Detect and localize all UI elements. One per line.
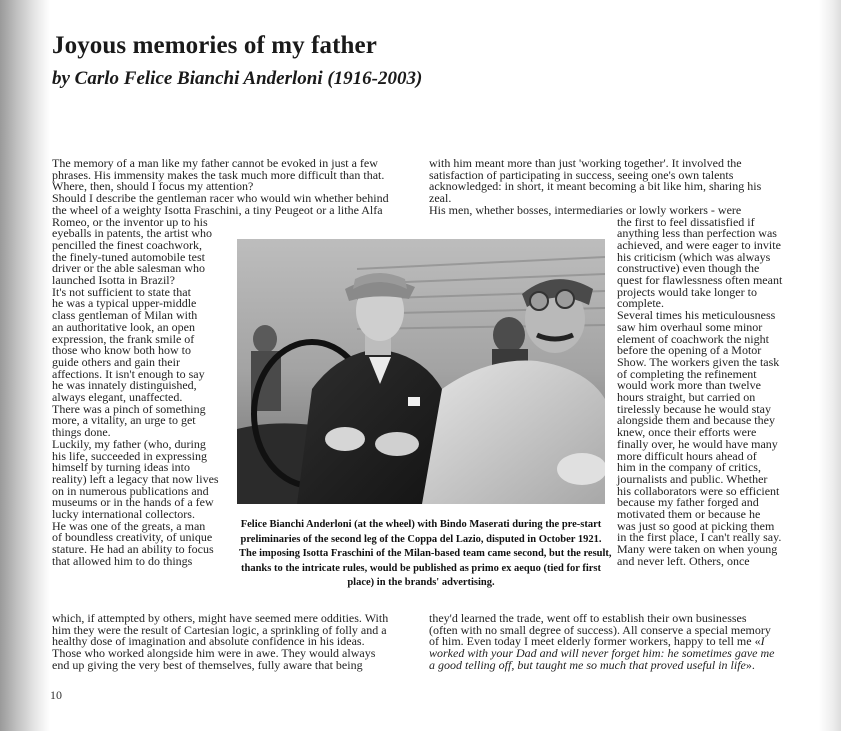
page-edge-shadow xyxy=(819,0,841,731)
body-text-line: satisfaction of participating in success, seeing one's own talents xyxy=(429,167,734,182)
body-text-line: saw him overhaul some minor xyxy=(617,319,763,334)
body-text-line: Romeo, or the inventor up to his xyxy=(52,214,208,229)
quote-italic-text: a good telling off, but taught me so much that proved useful in life xyxy=(429,657,746,672)
body-text-line: Show. The workers given the task xyxy=(617,354,780,369)
body-text-line: Should I describe the gentleman racer who would win whether behind xyxy=(52,191,389,206)
body-text-line: projects would take longer to xyxy=(617,284,757,299)
body-text-line: finally over, he would have many xyxy=(617,436,778,451)
body-text-line: launched Isotta in Brazil? xyxy=(52,273,175,287)
body-text-line: Luckily, my father (who, during xyxy=(52,436,206,451)
body-text-line: expression, the frank smile of xyxy=(52,331,195,346)
body-text-line: himself by turning ideas into xyxy=(52,460,190,475)
body-text-line: reality) left a legacy that now lives xyxy=(52,471,219,486)
body-text-line: him they were the result of Cartesian logic, a sprinkling of folly and a xyxy=(52,622,387,637)
photo-illustration xyxy=(237,239,605,504)
body-text-line: his collaborators were so efficient xyxy=(617,483,780,498)
quote-italic-line xyxy=(429,659,755,671)
body-text-line: healthy dose of imagination and absolute confidence in his ideas. xyxy=(52,634,365,649)
body-text-line: alongside them and because they xyxy=(617,413,775,428)
body-text-line: of completing the refinement xyxy=(617,366,757,381)
body-text-line: anything less than perfection was xyxy=(617,226,777,241)
body-text-line: on in numerous publications and xyxy=(52,483,209,498)
body-text-line: more difficult hours ahead of xyxy=(617,448,757,463)
body-text-line: an authoritative look, an open xyxy=(52,319,195,334)
body-text-line: he was a typical upper-middle xyxy=(52,296,197,311)
body-text-line: would work more than twelve xyxy=(617,378,761,393)
body-text-line: the finely-tuned automobile test xyxy=(52,249,205,264)
body-text-line: which, if attempted by others, might have seemed mere oddities. With xyxy=(52,611,389,625)
body-text-line: always elegant, unaffected. xyxy=(52,390,183,404)
caption-line: place) in the brands' advertising. xyxy=(347,577,495,588)
body-text-line: element of coachwork the night xyxy=(617,331,769,346)
body-text-line: with him meant more than just 'working together'. It involved the xyxy=(429,156,742,170)
body-text-line: hours straight, but carried on xyxy=(617,390,756,404)
body-text-line: driver or the able salesman who xyxy=(52,261,205,276)
body-text-line: end up giving the very best of themselves, fully aware that being xyxy=(52,657,363,672)
body-text-line: acknowledged: in short, it meant becoming a bit like him, sharing his xyxy=(429,179,762,194)
body-text-line: Where, then, should I focus my attention? xyxy=(52,179,254,194)
body-text-line: eyeballs in patents, the artist who xyxy=(52,226,212,241)
body-text-line: His men, whether bosses, intermediaries or lowly workers - were xyxy=(429,202,742,217)
page-number: 10 xyxy=(50,688,62,702)
body-text-line: complete. xyxy=(617,296,664,311)
body-text-line: There was a pinch of something xyxy=(52,401,206,416)
body-text-line: class gentleman of Milan with xyxy=(52,308,198,323)
quote-italic-start: I xyxy=(760,634,765,649)
body-text-line: (often with no small degree of success). All conserve a special memory xyxy=(429,622,771,637)
body-text-line: those who know both how to xyxy=(52,343,191,358)
body-text-line: Those who worked alongside him were in awe. They would always xyxy=(52,646,376,661)
body-text-line: was just so good at picking them xyxy=(617,518,775,533)
body-text-line: Several times his meticulousness xyxy=(617,308,776,323)
quote-closing-mark: ». xyxy=(745,657,755,672)
body-text-line: achieved, and were eager to invite xyxy=(617,237,781,252)
body-text-line: the wheel of a weighty Isotta Fraschini, a tiny Peugeot or a lithe Alfa xyxy=(52,202,383,217)
body-text-line: him in the company of critics, xyxy=(617,460,761,475)
body-text-line: before the opening of a Motor xyxy=(617,343,762,358)
body-text-line: pencilled the finest coachwork, xyxy=(52,237,202,252)
body-text-line: that allowed him to do things xyxy=(52,553,193,568)
body-text-line: because my father forged and xyxy=(617,495,759,510)
body-text-line: they'd learned the trade, went off to establish their own businesses xyxy=(429,611,747,625)
body-text-line: affections. It isn't enough to say xyxy=(52,366,205,381)
body-text-line: motivated them or because he xyxy=(617,507,761,521)
body-text-line: in the first place, I can't really say. xyxy=(617,530,782,545)
body-text-line: Many were taken on when young xyxy=(617,542,778,557)
body-text-line: museums or in the hands of a few xyxy=(52,495,214,510)
body-text-line: phrases. His immensity makes the task much more difficult than that. xyxy=(52,167,385,182)
body-text-line: He was one of the greats, a man xyxy=(52,518,206,533)
body-text-line: quest for flawlessness often meant xyxy=(617,273,783,287)
body-text-line: journalists and public. Whether xyxy=(617,471,768,486)
body-text-line: knew, once their efforts were xyxy=(617,425,757,440)
body-text-line: lucky international collectors. xyxy=(52,507,195,521)
body-text-line: of him. Even today I meet elderly former workers, happy to tell me «I xyxy=(429,634,765,649)
book-gutter-shadow xyxy=(0,0,50,731)
body-text-line: the first to feel dissatisfied if xyxy=(617,214,755,229)
body-text-line: his life, succeeded in expressing xyxy=(52,448,207,463)
article-title: Joyous memories of my father xyxy=(52,32,377,59)
body-text-line: his criticism (which was always xyxy=(617,249,771,264)
body-text-line: The memory of a man like my father cannot be evoked in just a few xyxy=(52,156,378,170)
body-text-line: of boundless creativity, of unique xyxy=(52,530,213,545)
caption-line: Felice Bianchi Anderloni (at the wheel) with Bindo Maserati during the pre-start xyxy=(240,519,602,530)
body-text-line: stature. He had an ability to focus xyxy=(52,542,214,557)
body-text-line: zeal. xyxy=(429,191,452,206)
body-text-line: It's not sufficient to state that xyxy=(52,284,191,299)
body-text-line: constructive) even though the xyxy=(617,261,760,276)
body-text-line: he was innately distinguished, xyxy=(52,378,197,393)
caption-line: preliminaries of the second leg of the Coppa del Lazio, disputed in October 1921. xyxy=(240,533,602,545)
photo-caption xyxy=(239,518,612,591)
caption-line: The imposing Isotta Fraschini of the Milan-based team came second, but the result, xyxy=(239,548,612,559)
historic-race-photo xyxy=(237,239,605,504)
body-text-line: guide others and gain their xyxy=(52,354,180,369)
body-text-line: things done. xyxy=(52,425,111,440)
caption-line: thanks to the intricate rules, would be published as primo ex aequo (tied for first xyxy=(240,562,602,574)
body-text-line: more, a vitality, an urge to get xyxy=(52,413,196,428)
body-text-line: and never left. Others, once xyxy=(617,553,750,568)
quote-italic-text: worked with your Dad and will never forget him: he sometimes gave me xyxy=(429,646,775,661)
article-byline: by Carlo Felice Bianchi Anderloni (1916-2003) xyxy=(52,68,423,89)
body-text-line: tirelessly because he would stay xyxy=(617,401,771,416)
